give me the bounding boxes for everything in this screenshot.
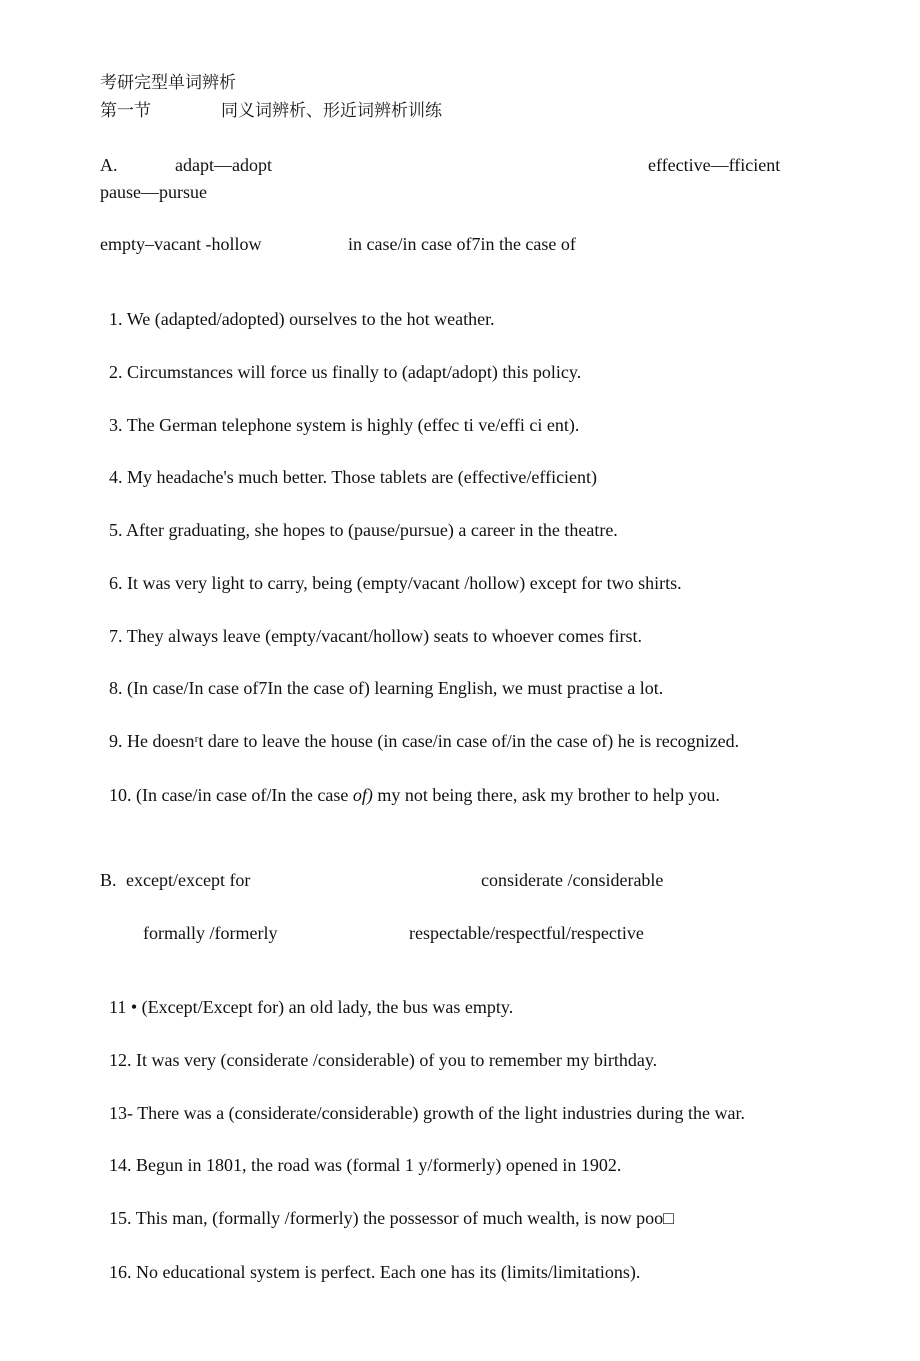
section-number: 第一节 <box>100 101 151 121</box>
question-number: 8. <box>109 677 123 698</box>
question-text: It was very light to carry, being (empty/vacant /hollow) except for two shirts. <box>127 572 682 593</box>
question-11 <box>100 975 513 1018</box>
question-text: Begun in 1801, the road was (formal 1 y/formerly) opened in 1902. <box>136 1154 622 1175</box>
part-a-label: A. <box>100 155 118 175</box>
question-text: (In case/In case of7In the case of) learning English, we must practise a lot. <box>127 677 664 698</box>
question-1 <box>100 287 495 330</box>
question-number: 7. <box>109 625 123 646</box>
question-text: No educational system is perfect. Each one has its (limits/limitations). <box>136 1261 641 1282</box>
question-number: 13- <box>109 1102 133 1123</box>
question-text: He doesnʳt dare to leave the house (in case/in case of/in the case of) he is recognized. <box>127 730 740 751</box>
question-3 <box>100 393 579 436</box>
question-4 <box>100 445 597 488</box>
question-number: 3. <box>109 414 123 435</box>
doc-title: 考研完型单词辨析 <box>100 73 236 93</box>
part-b-label: B. <box>100 870 117 890</box>
pair-empty-vacant-hollow: empty–vacant -hollow <box>100 234 262 254</box>
question-text: It was very (considerate /considerable) of you to remember my birthday. <box>136 1049 658 1070</box>
question-number: 10. <box>109 784 132 805</box>
question-number: 5. <box>109 519 123 540</box>
question-number: 1. <box>109 308 123 329</box>
question-5 <box>100 498 618 541</box>
question-number: 9. <box>109 730 123 751</box>
pair-effective-efficient: effective—fficient <box>648 155 781 175</box>
question-text: After graduating, she hopes to (pause/pursue) a career in the theatre. <box>126 519 618 540</box>
question-text: my not being there, ask my brother to help you. <box>377 784 720 805</box>
question-number: 14. <box>109 1154 132 1175</box>
question-9 <box>100 709 739 752</box>
question-text: (Except/Except for) an old lady, the bus was empty. <box>141 996 514 1017</box>
question-10 <box>100 763 720 806</box>
question-number: 2. <box>109 361 123 382</box>
pair-respectable: respectable/respectful/respective <box>409 923 644 943</box>
pair-considerate: considerate /considerable <box>481 870 664 890</box>
question-number: 15. <box>109 1207 132 1228</box>
question-16 <box>100 1240 640 1283</box>
question-12 <box>100 1028 657 1071</box>
question-text: The German telephone system is highly (effec ti ve/effi ci ent). <box>126 414 580 435</box>
section-title: 同义词辨析、形近词辨析训练 <box>221 101 442 121</box>
question-text: (In case/in case of/In the case <box>136 784 349 805</box>
question-number: 11 • <box>109 996 138 1017</box>
question-6 <box>100 551 682 594</box>
question-text: There was a (considerate/considerable) growth of the light industries during the war. <box>137 1102 745 1123</box>
question-number: 12. <box>109 1049 132 1070</box>
question-text: They always leave (empty/vacant/hollow) seats to whoever comes first. <box>126 625 643 646</box>
question-text: This man, (formally /formerly) the possessor of much wealth, is now poo□ <box>135 1207 674 1228</box>
pair-adapt-adopt: adapt—adopt <box>175 155 272 175</box>
question-number: 6. <box>109 572 123 593</box>
question-7 <box>100 604 642 647</box>
question-number: 4. <box>109 466 123 487</box>
question-number: 16. <box>109 1261 132 1282</box>
question-15 <box>100 1186 674 1229</box>
pair-in-case: in case/in case of7in the case of <box>348 234 576 254</box>
pair-except: except/except for <box>126 870 251 890</box>
pair-formally: formally /formerly <box>143 923 278 943</box>
question-text-italic: of) <box>352 784 373 805</box>
question-text: Circumstances will force us finally to (adapt/adopt) this policy. <box>127 361 582 382</box>
question-13 <box>100 1081 745 1124</box>
question-8 <box>100 656 663 699</box>
question-14 <box>100 1133 621 1176</box>
question-text: We (adapted/adopted) ourselves to the hot weather. <box>126 308 495 329</box>
question-2 <box>100 340 581 383</box>
question-text: My headache's much better. Those tablets are (effective/efficient) <box>127 466 598 487</box>
pair-pause-pursue: pause—pursue <box>100 182 207 202</box>
